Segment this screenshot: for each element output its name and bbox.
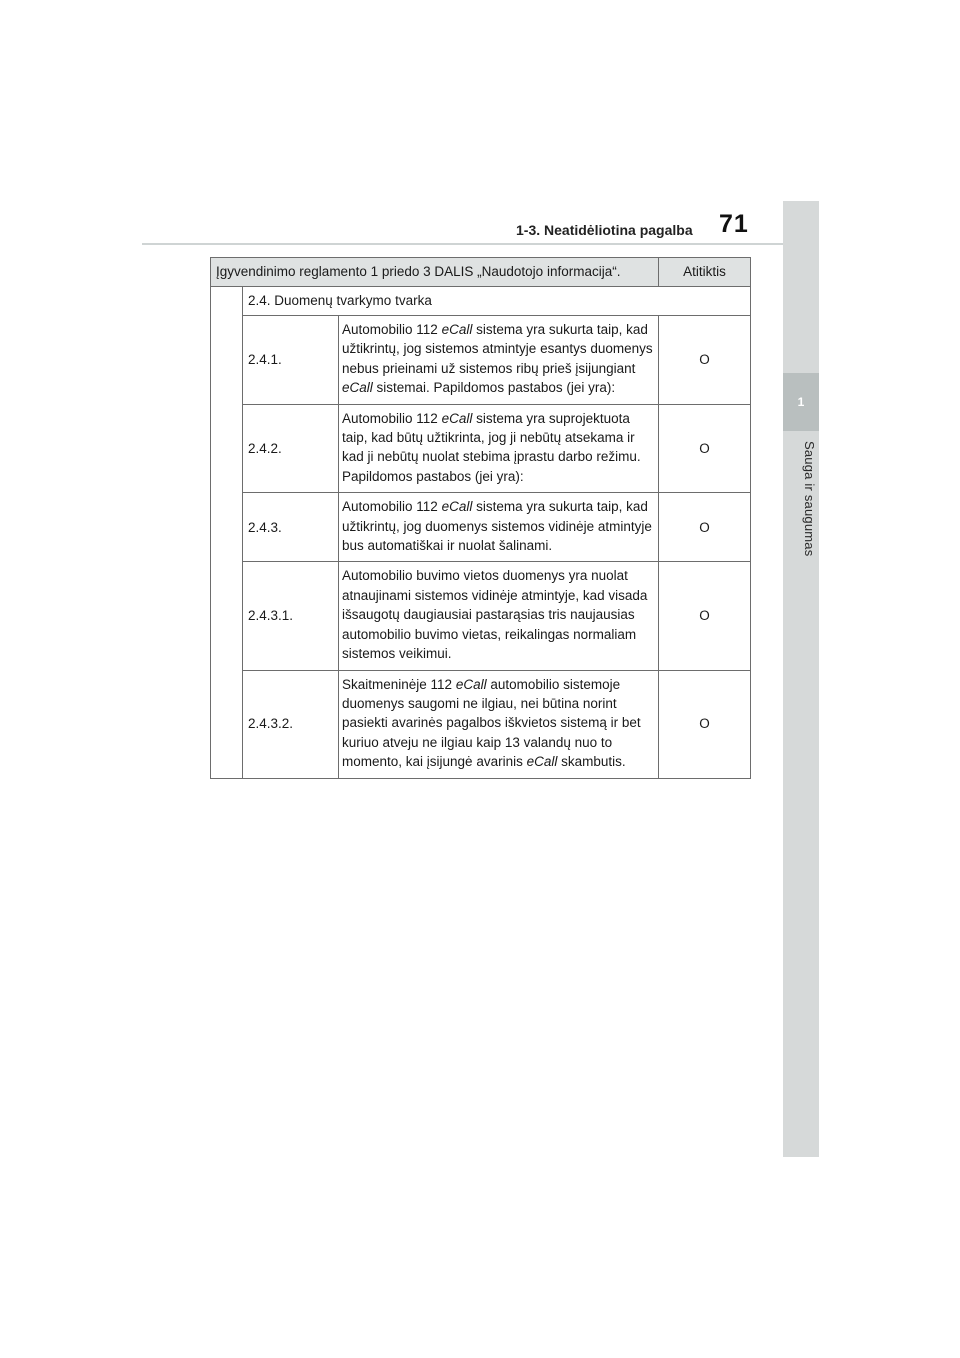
italic-term: eCall [441,410,473,426]
description-text: skambutis. [557,754,626,770]
row-code: 2.4.2. [243,404,339,493]
description-text: sistema yra sukurta taip, kad užtikrintų, jog duomenys sistemos vidinėje atmintyje bus automatiškai ir nuolat šalinami. [342,499,652,554]
description-text: sistemai. Papildomos pastabos (jei yra): [372,380,616,396]
header-description: Įgyvendinimo reglamento 1 priedo 3 DALIS „Naudotojo informacija“. [211,258,659,287]
table-row [211,493,751,562]
description-text: Automobilio 112 [342,322,442,337]
table-row [211,562,751,670]
chapter-sidebar [783,201,819,1157]
row-status: O [659,404,751,493]
italic-term: eCall [441,322,473,337]
italic-term: eCall [441,499,473,515]
row-description [339,493,659,562]
compliance-table [210,257,751,779]
header-status: Atitiktis [659,258,751,287]
italic-term: eCall [455,676,487,692]
description-text: Automobilio 112 [342,499,442,515]
row-status: O [659,670,751,778]
chapter-number: 1 [797,395,805,409]
row-description [339,316,659,405]
section-title: 1-3. Neatidėliotina pagalba [516,222,693,238]
subsection-row [211,287,751,316]
row-code: 2.4.3. [243,493,339,562]
description-text: automobilio sistemoje duomenys saugomi ne ilgiau, nei būtina norint pasiekti avarinės pagalbos iškvietos sistemą ir bet kuriuo atveju ne ilgiau kaip 13 valandų nuo to momento, kai įsijungė avarinis [342,676,641,770]
row-code: 2.4.3.2. [243,670,339,778]
row-status: O [659,316,751,405]
row-code: 2.4.1. [243,316,339,405]
row-status: O [659,493,751,562]
description-text: sistema yra sukurta taip, kad užtikrintų, jog sistemos atmintyje esantys duomenys nebus prieinami už sistemos ribų prieš įsijungiant [342,322,653,376]
header-divider [142,243,783,245]
description-text: sistema yra suprojektuota taip, kad būtų užtikrinta, jog ji nebūtų atsekama ir kad ji nebūtų nuolat stebima įprastu darbo režimu. Papildomos pastabos (jei yra): [342,410,641,484]
italic-term: eCall [342,380,373,396]
subsection-title: 2.4. Duomenų tvarkymo tvarka [243,287,751,316]
row-description [339,404,659,493]
description-text: Automobilio 112 [342,410,442,426]
italic-term: eCall [526,754,558,770]
description-text: Skaitmeninėje 112 [342,676,456,692]
description-text: Automobilio buvimo vietos duomenys yra nuolat atnaujinami sistemos vidinėje atmintyje, kad visada išsaugotų daugiausiai pastarąsias tris naujausias automobilio buvimo vietas, reikalingas normaliam sistemos veikimui. [342,568,648,662]
chapter-tab [783,373,819,431]
table-header-row [211,258,751,287]
table-row [211,316,751,405]
table-row [211,404,751,493]
row-description [339,562,659,670]
page-number: 71 [719,210,749,238]
table-row [211,670,751,778]
row-description [339,670,659,778]
indent-cell [211,287,243,779]
row-status: O [659,562,751,670]
row-code: 2.4.3.1. [243,562,339,670]
chapter-title: Sauga ir saugumas [802,441,817,557]
